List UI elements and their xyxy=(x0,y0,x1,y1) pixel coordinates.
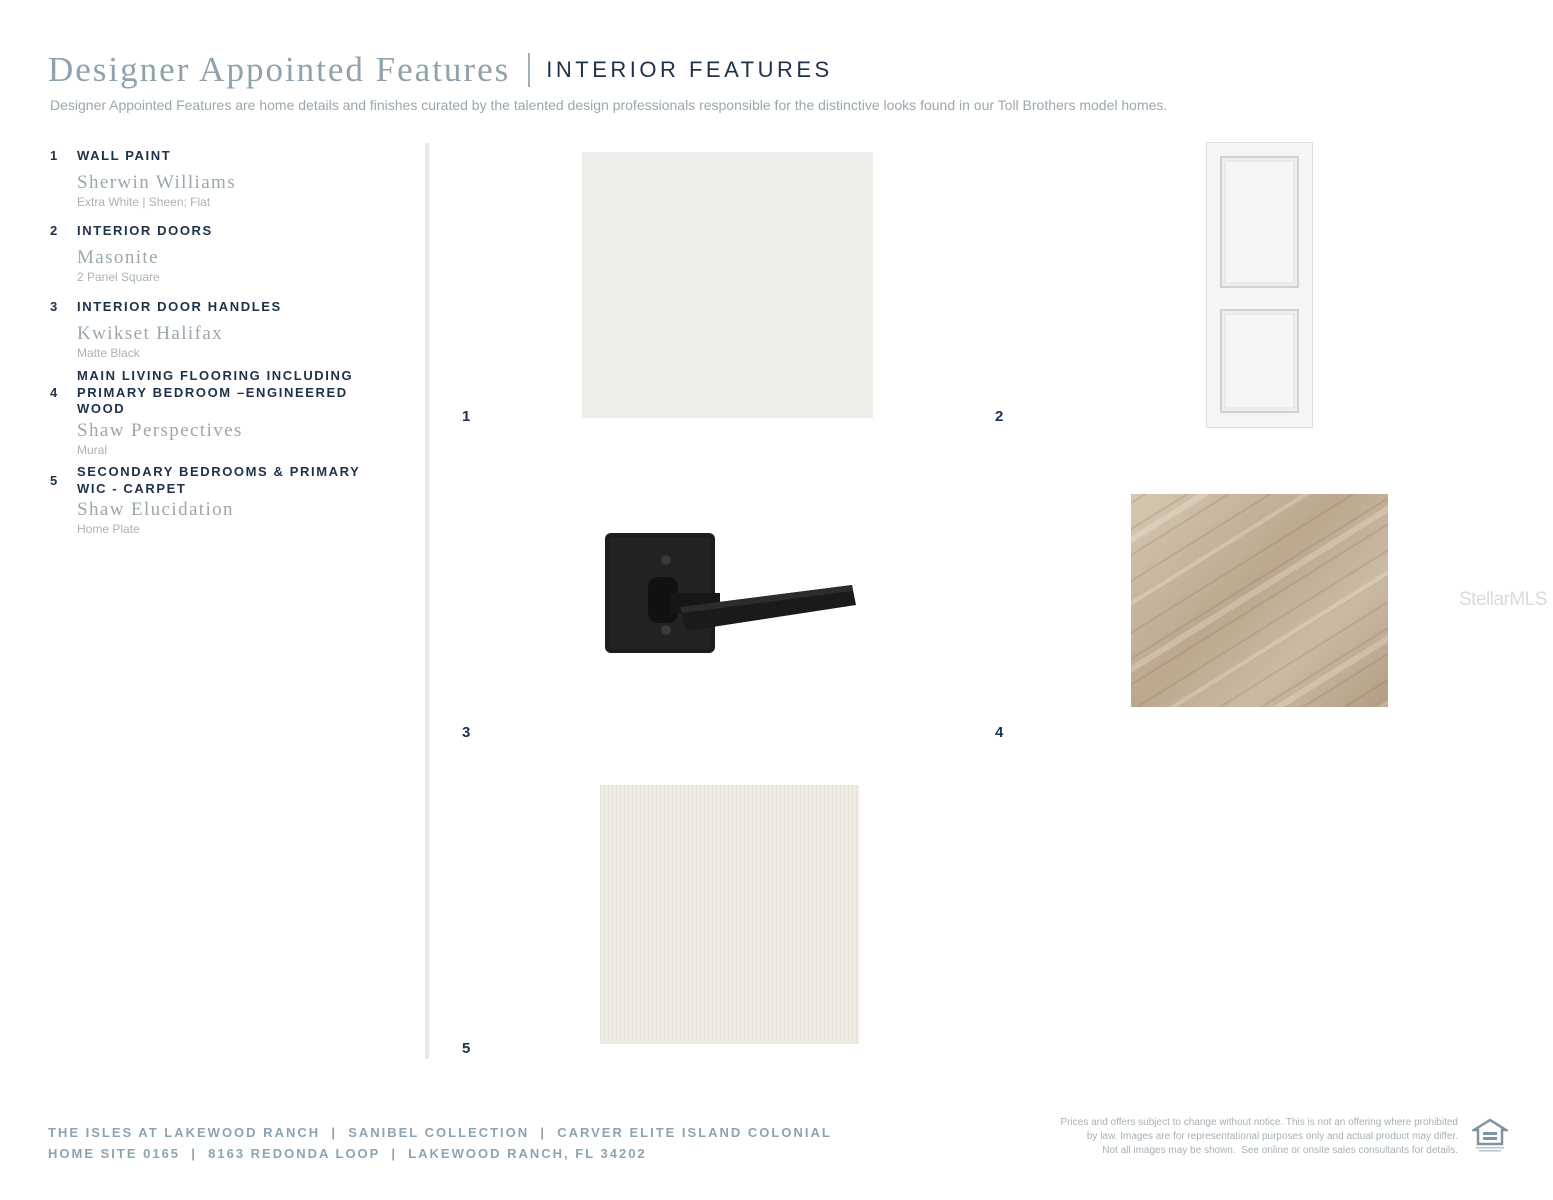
feature-item xyxy=(50,464,390,536)
page-header xyxy=(48,50,833,90)
feature-brand: Kwikset Halifax xyxy=(77,322,224,344)
door-handle-image xyxy=(600,527,862,662)
feature-brand: Shaw Elucidation xyxy=(77,499,234,520)
feature-detail: Matte Black xyxy=(77,345,140,360)
feature-detail: Extra White | Sheen; Flat xyxy=(77,194,211,209)
feature-title: WALL PAINT xyxy=(77,148,172,163)
vertical-divider xyxy=(425,143,429,1059)
page-title: Designer Appointed Features xyxy=(48,50,511,89)
footer-address xyxy=(48,1123,832,1164)
swatch-label: 3 xyxy=(462,724,471,741)
door-image xyxy=(1206,142,1313,428)
feature-item xyxy=(50,223,390,284)
wood-floor-image xyxy=(1131,494,1388,707)
feature-brand: Masonite xyxy=(77,246,159,268)
title-divider xyxy=(528,53,530,87)
feature-number: 2 xyxy=(50,223,58,238)
feature-brand: Sherwin Williams xyxy=(77,171,237,193)
feature-detail: Home Plate xyxy=(77,522,140,536)
feature-number: 5 xyxy=(50,473,58,488)
disclaimer-line: Not all images may be shown. See online or onsite sales consultants for details. xyxy=(1102,1145,1458,1156)
feature-item xyxy=(50,148,390,209)
equal-housing-icon xyxy=(1472,1118,1508,1159)
feature-number: 1 xyxy=(50,148,58,163)
disclaimer-line: Prices and offers subject to change without notice. This is not an offering where prohibited xyxy=(1060,1117,1458,1128)
disclaimer-line: by law. Images are for representational purposes only and actual product may differ. xyxy=(1086,1131,1458,1142)
swatch-label: 2 xyxy=(995,408,1004,425)
feature-brand: Shaw Perspectives xyxy=(77,419,243,441)
feature-title: INTERIOR DOOR HANDLES xyxy=(77,299,282,314)
footer-disclaimer xyxy=(1061,1116,1458,1158)
paint-swatch-image xyxy=(582,152,873,418)
feature-title: INTERIOR DOORS xyxy=(77,223,213,238)
section-title: INTERIOR FEATURES xyxy=(546,57,833,82)
feature-title: SECONDARY BEDROOMS & PRIMARY WIC - CARPET xyxy=(77,464,361,496)
feature-item xyxy=(50,368,390,457)
feature-detail: 2 Panel Square xyxy=(77,269,160,284)
footer-line: THE ISLES AT LAKEWOOD RANCH | SANIBEL COLLECTION | CARVER ELITE ISLAND COLONIAL xyxy=(48,1125,832,1140)
page-subtitle: Designer Appointed Features are home details and finishes curated by the talented design professionals responsible for the distinctive looks found in our Toll Brothers model homes. xyxy=(50,97,1168,113)
feature-item xyxy=(50,299,390,360)
footer-line: HOME SITE 0165 | 8163 REDONDA LOOP | LAKEWOOD RANCH, FL 34202 xyxy=(48,1145,647,1161)
swatch-label: 4 xyxy=(995,724,1004,741)
feature-detail: Mural xyxy=(77,442,108,457)
feature-title: MAIN LIVING FLOORING INCLUDING PRIMARY BEDROOM –ENGINEERED WOOD xyxy=(77,368,354,416)
feature-number: 3 xyxy=(50,299,58,314)
feature-number: 4 xyxy=(50,385,58,400)
carpet-image xyxy=(600,785,859,1044)
swatch-label: 1 xyxy=(462,408,471,425)
watermark: StellarMLS xyxy=(1459,589,1547,610)
swatch-label: 5 xyxy=(462,1040,471,1057)
